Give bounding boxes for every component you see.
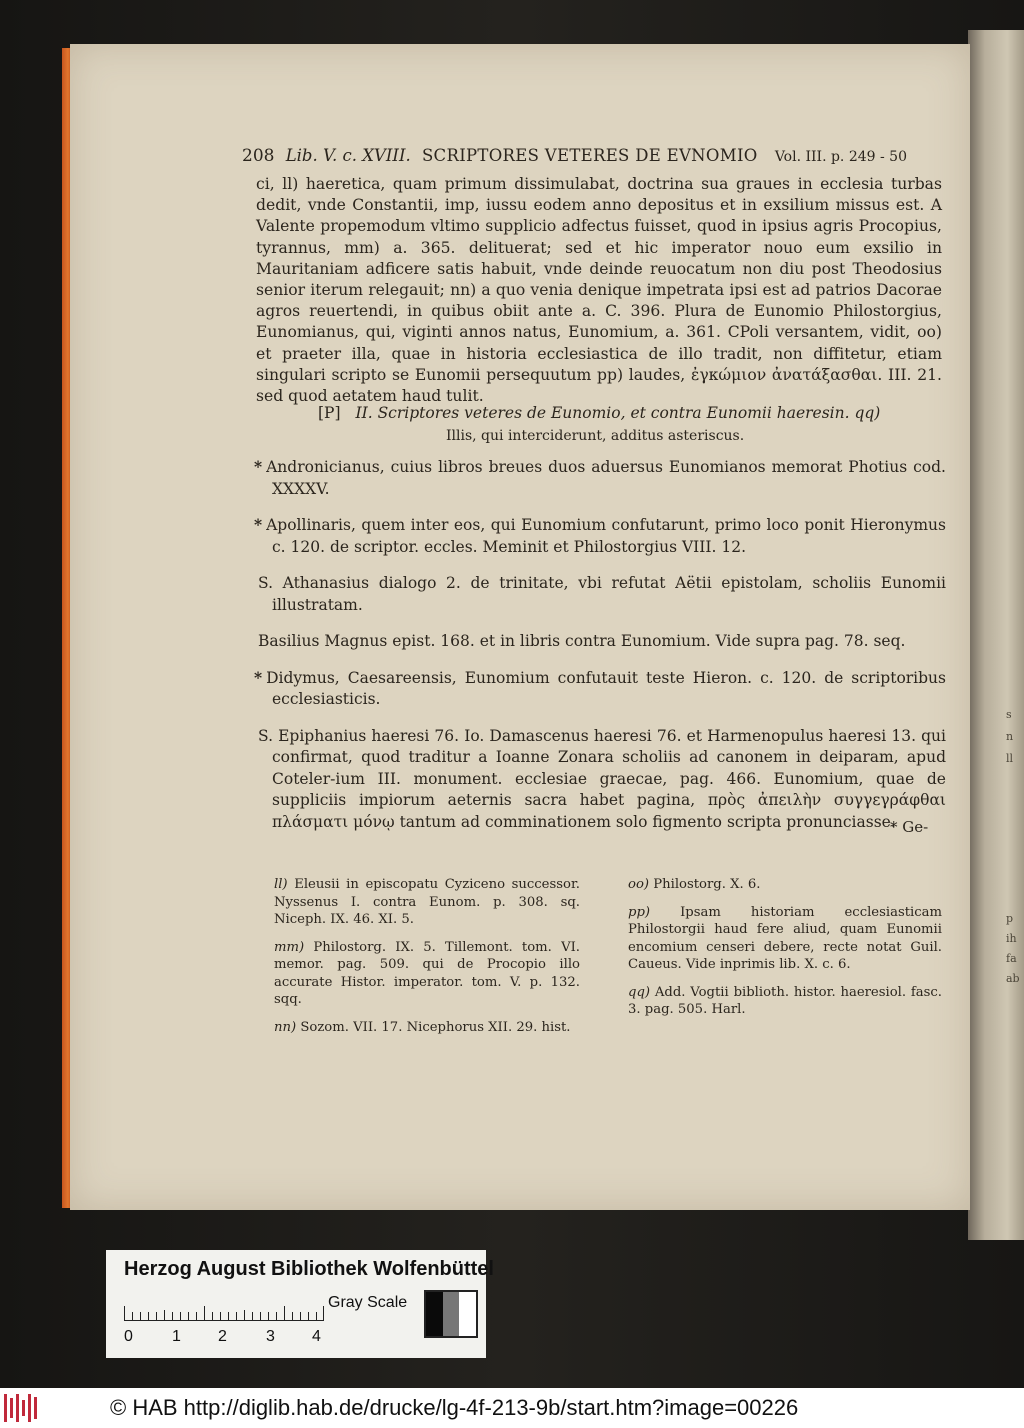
footnote-key: pp)	[628, 904, 651, 920]
section-mark: [P]	[318, 404, 341, 422]
footnote-text: Philostorg. IX. 5. Tillemont. tom. VI. memor. pag. 509. qui de Procopio illo accurate Histor. imperator. tom. V. p. 132. sqq.	[274, 939, 581, 1007]
footnote-key: qq)	[628, 984, 651, 1000]
entry-text: dialogo 2. de trinitate, vbi refutat Aëtii epistolam, scholiis Eunomii illustratam.	[272, 574, 946, 614]
section-subheading: Illis, qui interciderunt, additus asteriscus.	[446, 428, 745, 444]
color-scale-card	[106, 1250, 494, 1358]
ruler-number: 1	[172, 1328, 181, 1345]
ruler-number: 0	[124, 1328, 133, 1345]
right-page-fragment: fa	[1006, 952, 1017, 965]
footnote	[610, 876, 942, 894]
entry-name: Andronicianus,	[266, 458, 385, 476]
page-number: 208	[242, 146, 275, 166]
footnote	[610, 984, 942, 1019]
entry-name: S. Epiphanius	[258, 726, 367, 745]
list-item	[254, 725, 946, 834]
right-page-fragment: n	[1006, 730, 1014, 743]
footnotes-right-column	[610, 876, 942, 1029]
chapter-ref: Lib. V. c. XVIII.	[285, 146, 411, 165]
adjacent-page-edge	[968, 30, 1024, 1240]
footnote-text: Philostorg. X. 6.	[653, 877, 761, 892]
right-page-fragment: ll	[1006, 752, 1014, 765]
gray-scale-swatch	[424, 1290, 478, 1338]
footnote-text: Sozom. VII. 17. Nicephorus XII. 29. hist.	[300, 1019, 571, 1035]
list-item	[254, 456, 946, 500]
entry-list	[254, 456, 946, 847]
ruler-number: 2	[218, 1328, 227, 1345]
footnote	[610, 904, 942, 974]
footnote-key: mm)	[274, 939, 305, 955]
footnotes-left-column	[256, 876, 580, 1046]
right-page-fragment: ih	[1006, 932, 1017, 945]
list-item	[254, 572, 946, 616]
library-name: Herzog August Bibliothek Wolfenbüttel	[124, 1258, 494, 1280]
asterisk-mark: *	[254, 457, 263, 476]
asterisk-mark: *	[254, 667, 263, 687]
ruler-icon	[124, 1290, 324, 1321]
section-title: II. Scriptores veteres de Eunomio, et contra Eunomii haeresin. qq)	[355, 404, 881, 422]
catchword: * Ge-	[890, 818, 929, 836]
body-paragraph	[256, 174, 942, 407]
footer-bar	[0, 1388, 1024, 1428]
list-item	[254, 630, 946, 653]
right-page-fragment: s	[1006, 708, 1012, 721]
footnote-key: ll)	[274, 877, 288, 892]
entry-text: Caesareensis, Eunomium confutauit teste Hieron. c. 120. de scriptoribus ecclesiasticis.	[272, 668, 946, 708]
entry-name: Basilius Magnus	[258, 632, 388, 650]
right-page-fragment: p	[1006, 912, 1014, 925]
hab-logo-icon	[4, 1394, 38, 1422]
entry-text: cuius libros breues duos aduersus Eunomianos memorat Photius cod. XXXXV.	[272, 458, 946, 498]
footnote	[256, 876, 580, 929]
running-head	[242, 146, 942, 166]
running-title: SCRIPTORES VETERES DE EVNOMIO	[421, 146, 758, 165]
volume-ref: Vol. III. p. 249 - 50	[774, 149, 907, 165]
list-item	[254, 514, 946, 558]
body-text: ci, ll) haeretica, quam primum dissimulabat, doctrina sua graues in ecclesia turbas dedit, vnde Constantii, imp, iussu eodem anno depositus et in exsilium missus est. A Valente propemodum vltimo supplicio adfectus fuisset, quod in ipsius agris Procopius, tyrannus, mm) a. 365. delituerat; sed et hic imperator nouo eum exsilio in Mauritaniam adficere satis habuit, vnde deinde reuocatum non diu post Theodosius senior iterum relegauit; nn) a quo venia denique impetrata ipsi est ad patrios Dacorae agros reuertendi, in quibus obiit ante a. C. 396. Plura de Eunomio Philostorgius, Eunomianus, qui, viginti annos natus, Eunomium, a. 361. CPoli versantem, vidit, oo) et praeter illa, quae in historia ecclesiastica de illo tradit, non diffitetur, etiam singulari scripto se Eunomii persequutum pp) laudes, ἐγκώμιον ἀνατάξασθαι. III. 21. sed quod aetatem haud tulit.	[256, 175, 942, 406]
entry-text: haeresi 76. Io. Damascenus haeresi 76. et Harmenopulus haeresi 13. qui confirmat, quod traditur a Ioanne Zonara scholiis ad canonem in deiparam, apud Coteler-ium III. monument. ecclesiae graecae, pag. 466. Eunomium, quae de suppliciis impiorum aeternis sacra habet pagina, πρὸς ἀπειλὴν συγγεγράφθαι πλάσματι μόνῳ tantum ad comminationem solo figmento scripta pronunciasse.	[272, 726, 946, 831]
source-url[interactable]: © HAB http://diglib.hab.de/drucke/lg-4f-213-9b/start.htm?image=00226	[110, 1395, 799, 1420]
footnote-text: Ipsam historiam ecclesiasticam Philostorgii haud fere aliud, quam Eunomii encomium censeri debere, recte notat Guil. Caueus. Vide inprimis lib. X. c. 6.	[628, 904, 942, 972]
entry-name: Didymus,	[266, 668, 340, 687]
right-page-fragment: ab	[1006, 972, 1020, 985]
gray-scale-label: Gray Scale	[328, 1294, 408, 1311]
footnote	[256, 1019, 580, 1037]
ruler-number: 3	[266, 1328, 275, 1345]
entry-text: quem inter eos, qui Eunomium confutarunt, primo loco ponit Hieronymus c. 120. de scriptor. eccles. Meminit et Philostorgius VIII. 12.	[272, 516, 946, 556]
asterisk-mark: *	[254, 515, 263, 534]
section-heading	[318, 404, 880, 422]
footnote	[256, 939, 580, 1009]
entry-text: epist. 168. et in libris contra Eunomium. Vide supra pag. 78. seq.	[387, 632, 906, 650]
entry-name: Apollinaris,	[266, 516, 356, 534]
footnote-key: nn)	[274, 1019, 297, 1035]
footnote-text: Add. Vogtii biblioth. histor. haeresiol. fasc. 3. pag. 505. Harl.	[628, 984, 942, 1017]
book-page	[70, 44, 970, 1210]
ruler-number: 4	[312, 1328, 321, 1345]
footnote-key: oo)	[628, 877, 650, 892]
list-item	[254, 667, 946, 711]
footnote-text: Eleusii in episcopatu Cyziceno successor. Nyssenus I. contra Eunom. p. 308. sq. Niceph. IX. 46. XI. 5.	[274, 877, 580, 927]
entry-name: S. Athanasius	[258, 574, 370, 592]
